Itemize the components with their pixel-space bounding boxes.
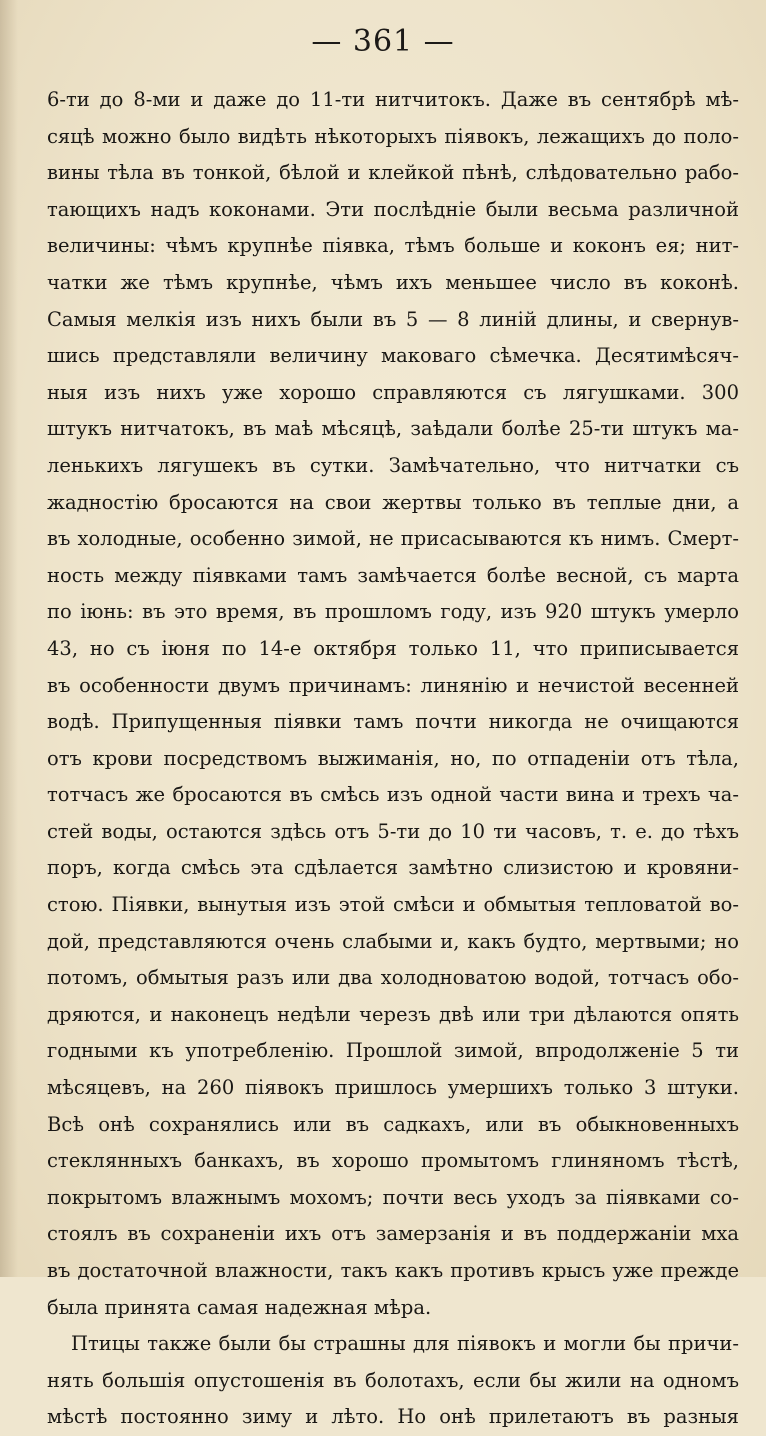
- text-line: дой, представляются очень слабыми и, какъ будто, мертвыми; но: [47, 929, 739, 953]
- text-line: стоялъ въ сохраненіи ихъ отъ замерзанія и въ поддержаніи мха: [47, 1222, 739, 1246]
- text-line: чатки же тѣмъ крупнѣе, чѣмъ ихъ меньшее число въ коконѣ.: [47, 270, 739, 294]
- text-line: стей воды, остаются здѣсь отъ 5-ти до 10 ти часовъ, т. е. до тѣхъ: [47, 819, 739, 843]
- binding-shadow: [0, 0, 18, 1277]
- text-line: ленькихъ лягушекъ въ сутки. Замѣчательно, что нитчатки съ: [47, 453, 739, 477]
- text-line: стеклянныхъ банкахъ, въ хорошо промытомъ глиняномъ тѣстѣ,: [47, 1149, 739, 1173]
- text-line: Птицы также были бы страшны для піявокъ и могли бы причи-: [71, 1332, 739, 1356]
- text-line: въ холодные, особенно зимой, не присасываются къ нимъ. Смерт-: [47, 527, 739, 551]
- paragraph-2: [47, 1326, 739, 1436]
- text-line: стою. Піявки, вынутыя изъ этой смѣси и обмытыя тепловатой во-: [47, 893, 739, 917]
- text-line: дряются, и наконецъ недѣли черезъ двѣ или три дѣлаются опять: [47, 1002, 739, 1026]
- text-line: ныя изъ нихъ уже хорошо справляются съ лягушками. 300: [47, 380, 739, 404]
- text-line: мѣстѣ постоянно зиму и лѣто. Но онѣ прилетаютъ въ разныя: [47, 1405, 739, 1429]
- text-line: поръ, когда смѣсь эта сдѣлается замѣтно слизистою и кровяни-: [47, 856, 739, 880]
- text-line: Самыя мелкія изъ нихъ были въ 5 — 8 линій длины, и свернув-: [47, 307, 739, 331]
- text-line: сяцѣ можно было видѣть нѣкоторыхъ піявокъ, лежащихъ до поло-: [47, 124, 739, 148]
- text-line: водѣ. Припущенныя піявки тамъ почти никогда не очищаются: [47, 710, 739, 734]
- text-line: величины: чѣмъ крупнѣе піявка, тѣмъ больше и коконъ ея; нит-: [47, 234, 739, 258]
- text-line: шись представляли величину маковаго сѣмечка. Десятимѣсяч-: [47, 344, 739, 368]
- text-line: отъ крови посредствомъ выжиманія, но, по отпаденіи отъ тѣла,: [47, 746, 739, 770]
- text-line: тотчасъ же бросаются въ смѣсь изъ одной части вина и трехъ ча-: [47, 783, 739, 807]
- text-line: ность между піявками тамъ замѣчается болѣе весной, съ марта: [47, 563, 739, 587]
- paragraph-1: [47, 82, 739, 1326]
- text-line: штукъ нитчатокъ, въ маѣ мѣсяцѣ, заѣдали болѣе 25-ти штукъ ма-: [47, 417, 739, 441]
- page-number: — 361 —: [311, 24, 455, 59]
- text-line: Всѣ онѣ сохранялись или въ садкахъ, или въ обыкновенныхъ: [47, 1112, 739, 1136]
- text-line: въ особенности двумъ причинамъ: линянію и нечистой весенней: [47, 673, 739, 697]
- text-line: по іюнь: въ это время, въ прошломъ году, изъ 920 штукъ умерло: [47, 600, 739, 624]
- page-text: [47, 82, 739, 1436]
- text-line: вины тѣла въ тонкой, бѣлой и клейкой пѣнѣ, слѣдовательно рабо-: [47, 161, 739, 185]
- text-line: мѣсяцевъ, на 260 піявокъ пришлось умершихъ только 3 штуки.: [47, 1076, 739, 1100]
- text-line: потомъ, обмытыя разъ или два холодноватою водой, тотчасъ обо-: [47, 966, 739, 990]
- text-line: 6-ти до 8-ми и даже до 11-ти нитчитокъ. Даже въ сентябрѣ мѣ-: [47, 88, 739, 111]
- text-line: 43, но съ іюня по 14-е октября только 11, что приписывается: [47, 636, 739, 660]
- text-line: жадностію бросаются на свои жертвы только въ теплые дни, а: [47, 490, 739, 514]
- text-line: тающихъ надъ коконами. Эти послѣдніе были весьма различной: [47, 197, 739, 221]
- text-line: нять большія опустошенія въ болотахъ, если бы жили на одномъ: [47, 1368, 739, 1392]
- text-line: покрытомъ влажнымъ мохомъ; почти весь уходъ за піявками со-: [47, 1185, 739, 1209]
- text-line: была принята самая надежная мѣра.: [47, 1295, 432, 1319]
- text-line: годными къ употребленію. Прошлой зимой, впродолженіе 5 ти: [47, 1039, 739, 1063]
- text-line: въ достаточной влажности, такъ какъ противъ крысъ уже прежде: [47, 1259, 739, 1282]
